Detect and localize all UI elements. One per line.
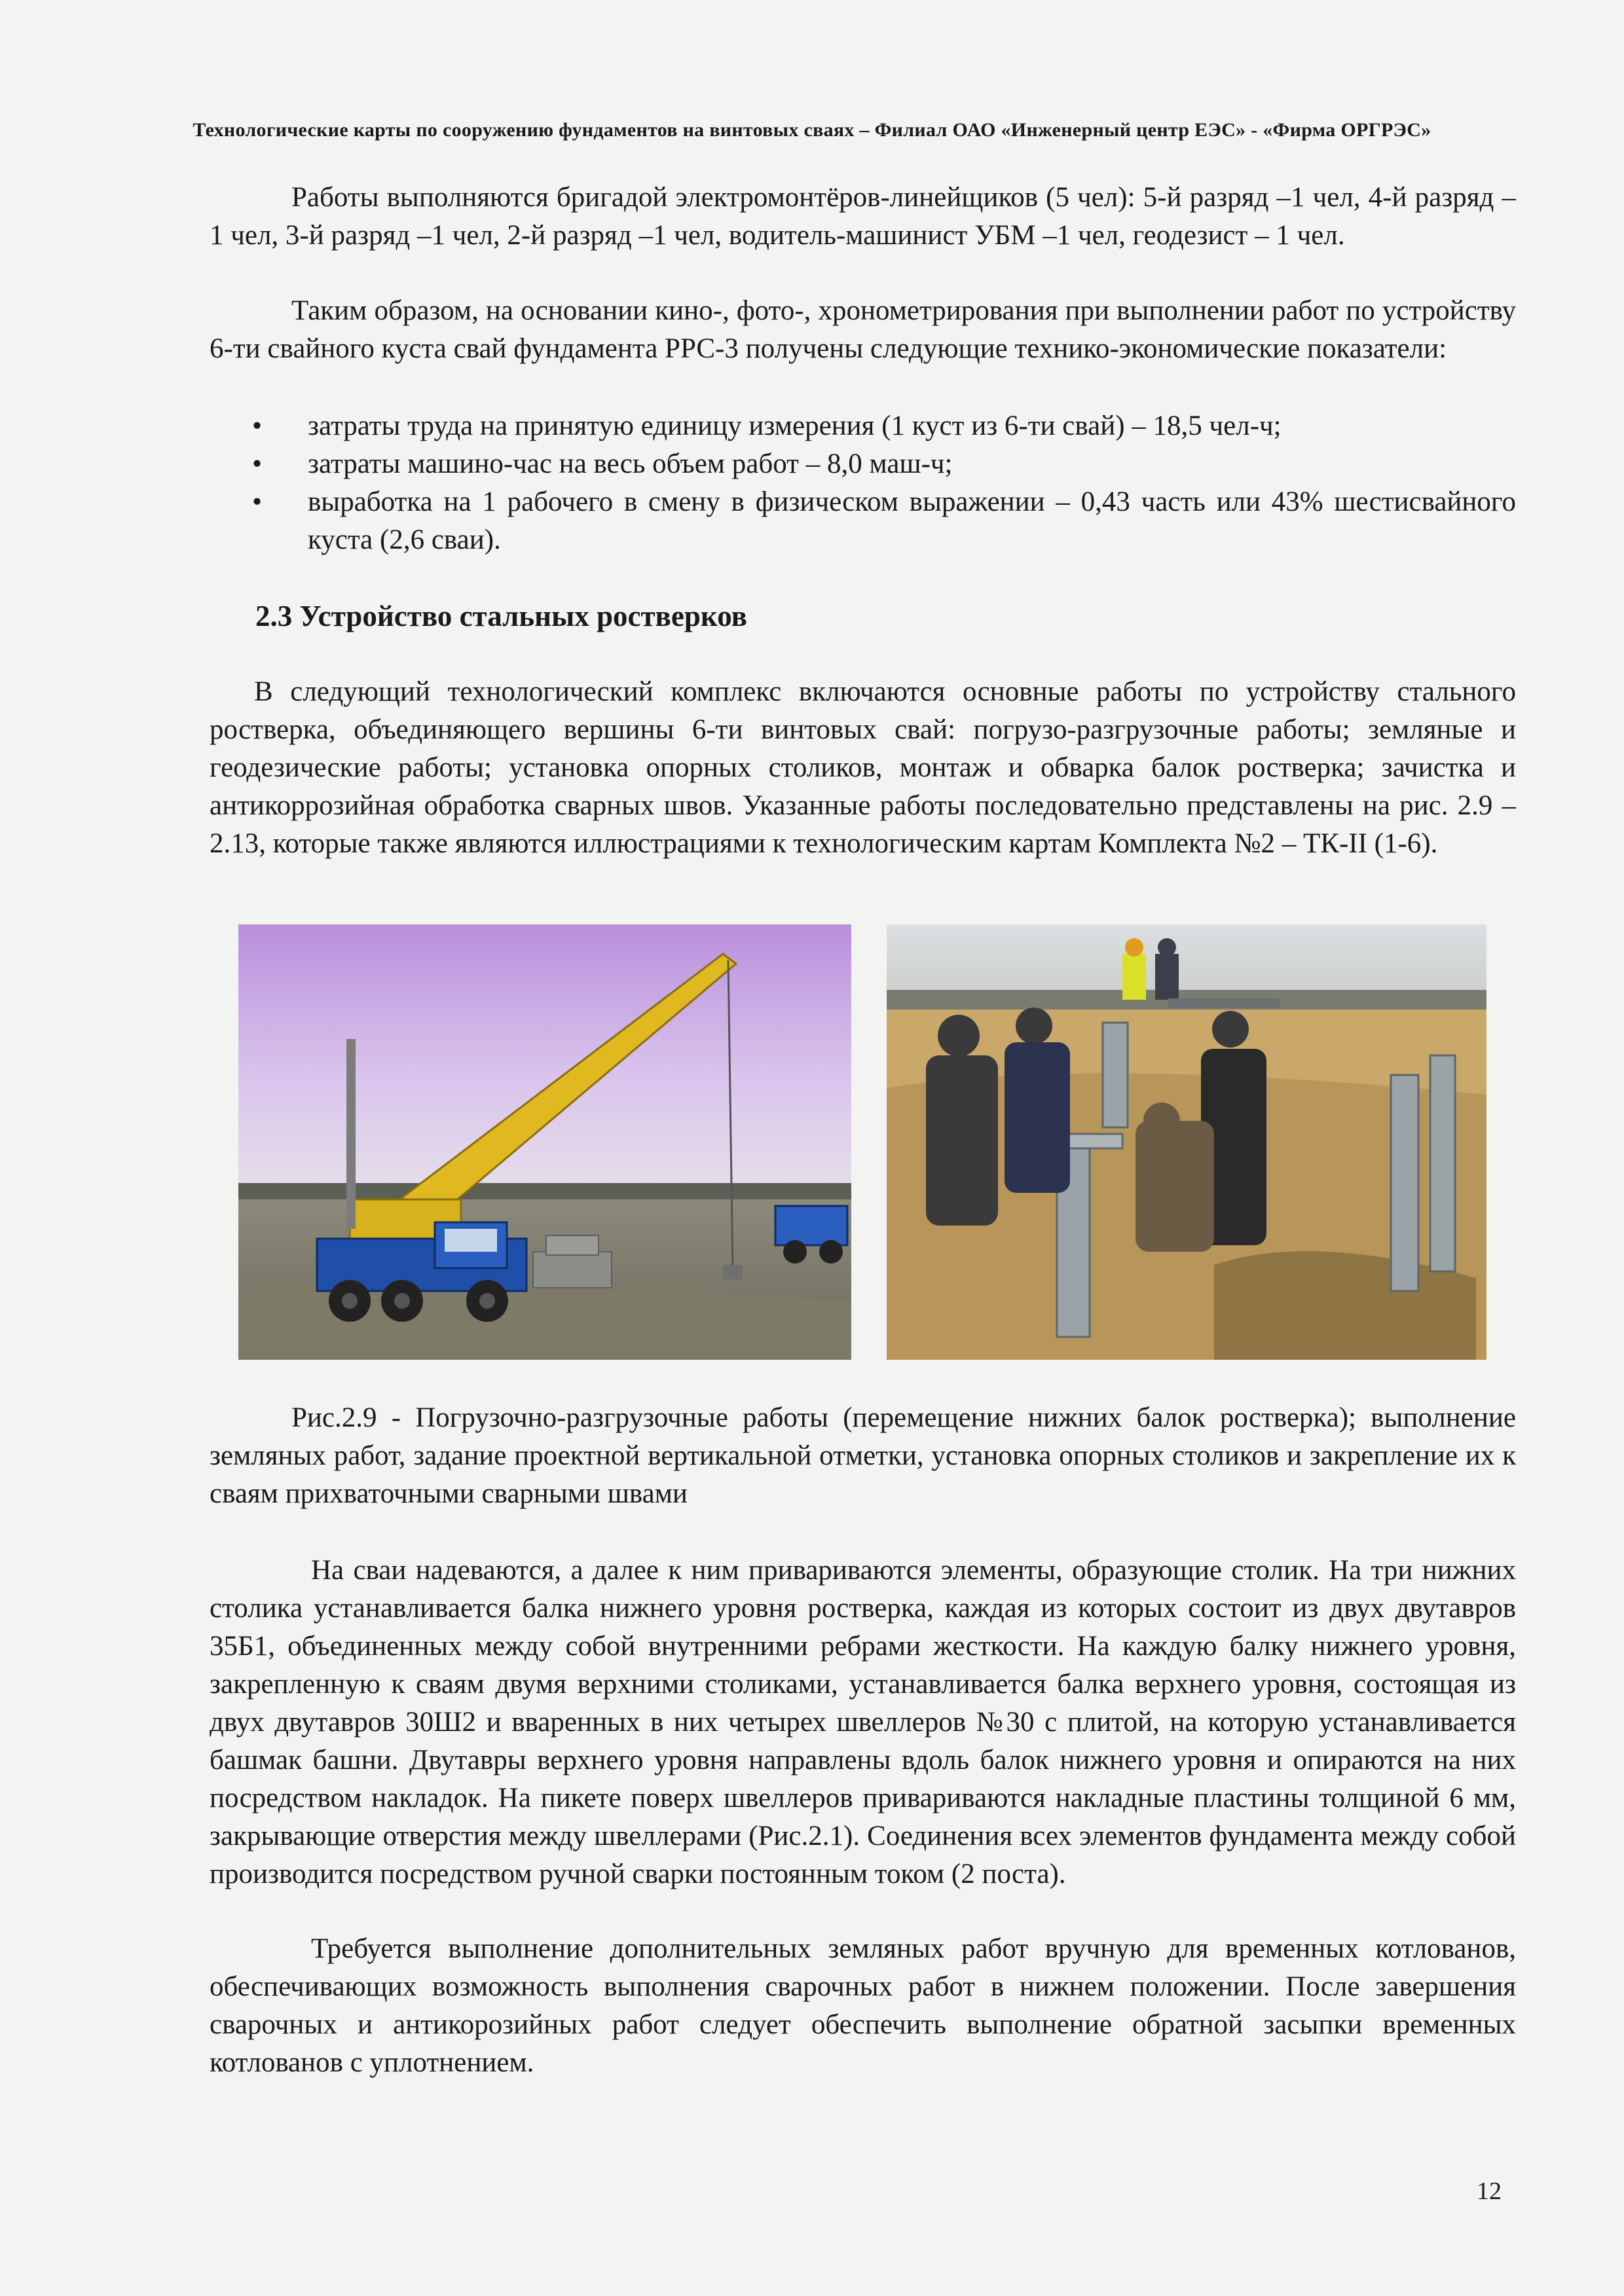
list-item-text: затраты машино-час на весь объем работ – 8,0 маш-ч; — [308, 448, 953, 479]
paragraph-crew: Работы выполняются бригадой электромонтёров-линейщиков (5 чел): 5-й разряд –1 чел, 4-й разряд –1 чел, 3-й разряд –1 чел, 2-й разряд –1 чел, водитель-машинист УБМ –1 чел, геодезист – 1 чел. — [210, 182, 1516, 251]
figure-caption: Рис.2.9 - Погрузочно-разгрузочные работы (перемещение нижних балок ростверка); выполнение земляных работ, задание проектной вертикальной отметки, установка опорных столиков и закрепление их к сваям прихваточными сварными швами — [210, 1402, 1516, 1509]
indicator-list — [210, 407, 1516, 559]
list-item — [210, 407, 1516, 445]
list-item — [210, 483, 1516, 559]
photo-workers — [887, 924, 1486, 1360]
page-header: Технологические карты по сооружению фундаментов на винтовых сваях – Филиал ОАО «Инженерный центр ЕЭС» - «Фирма ОРГРЭС» — [193, 119, 1431, 141]
bullet-icon: • — [252, 410, 263, 441]
paragraph-complex: В следующий технологический комплекс включаются основные работы по устройству стального ростверка, объединяющего вершины 6-ти винтовых свай: погрузо-разгрузочные работы; земляные и геодезические работы; установка опорных столиков, монтаж и обварка балок ростверка; зачистка и антикоррозийная обработка сварных швов. Указанные работы последовательно представлены на рис. 2.9 – 2.13, которые также являются иллюстрациями к технологическим картам Комплекта №2 – ТК-II (1-6). — [210, 676, 1516, 859]
list-item-text: затраты труда на принятую единицу измерения (1 куст из 6-ти свай) – 18,5 чел-ч; — [308, 410, 1282, 441]
section-title: 2.3 Устройство стальных ростверков — [255, 600, 747, 632]
photo-crane — [238, 924, 851, 1360]
page-number: 12 — [1477, 2178, 1502, 2205]
paragraph-earthworks: Требуется выполнение дополнительных земляных работ вручную для временных котлованов, обеспечивающих возможность выполнения сварочных работ в нижнем положении. После завершения сварочных и антикорозийных работ следует обеспечить выполнение обратной засыпки временных котлованов с уплотнением. — [210, 1933, 1516, 2078]
bullet-icon: • — [252, 486, 263, 517]
paragraph-indicators: Таким образом, на основании кино-, фото-, хронометрирования при выполнении работ по устройству 6-ти свайного куста свай фундамента РРС-3 получены следующие технико-экономические показатели: — [210, 295, 1516, 364]
bullet-icon: • — [252, 448, 263, 479]
paragraph-assembly: На сваи надеваются, а далее к ним привариваются элементы, образующие столик. На три нижних столика устанавливается балка нижнего уровня ростверка, каждая из которых состоит из двух двутавров 35Б1, объединенных между собой внутренними ребрами жесткости. На каждую балку нижнего уровня, закрепленную к сваям двумя верхними столиками, устанавливается балка верхнего уровня, состоящая из двух двутавров 30Ш2 и вваренных в них четырех швеллеров №30 с плитой, на которую устанавливается башмак башни. Двутавры верхнего уровня направлены вдоль балок нижнего уровня и опираются на них посредством накладок. На пикете поверх швеллеров привариваются накладные пластины толщиной 6 мм, закрывающие отверстия между швеллерами (Рис.2.1). Соединения всех элементов фундамента между собой производится посредством ручной сварки постоянным током (2 поста). — [210, 1555, 1516, 1889]
list-item — [210, 445, 1516, 483]
list-item-text: выработка на 1 рабочего в смену в физическом выражении – 0,43 часть или 43% шестисвайного куста (2,6 сваи). — [308, 486, 1516, 555]
